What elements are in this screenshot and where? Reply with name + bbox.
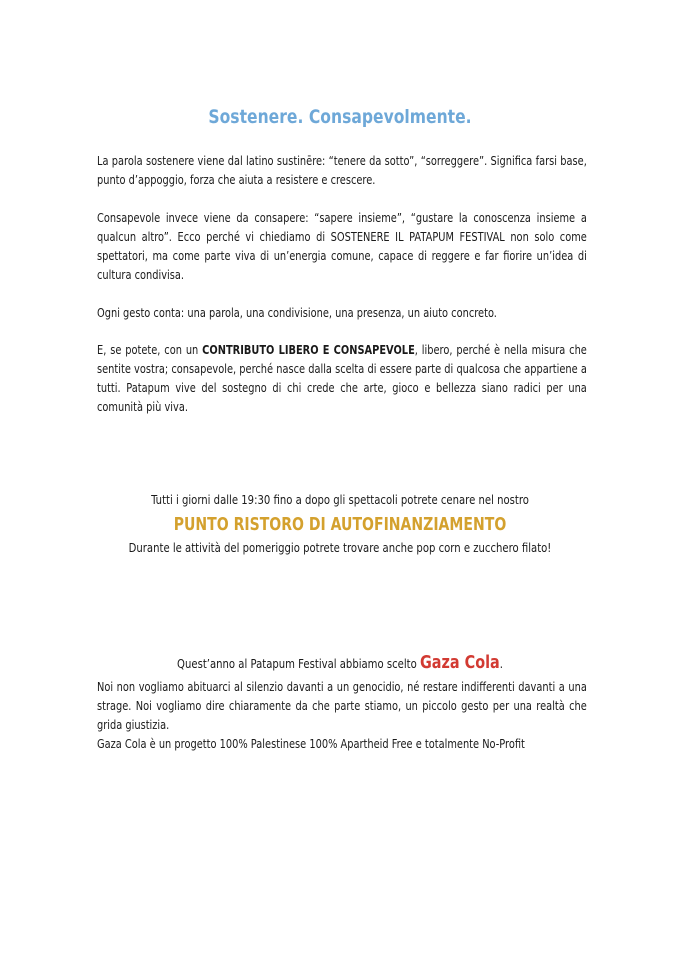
gaza-statement: Noi non vogliamo abituarci al silenzio davanti a un genocidio, né restare indifferenti davanti a una strage. Noi vogliamo dire chiaramente da che parte stiamo, un piccolo gesto per una realtà che grida giustizia. (97, 679, 587, 732)
page-title: Sostenere. Consapevolmente. (208, 106, 472, 128)
ristoro-intro: Tutti i giorni dalle 19:30 fino a dopo gli spettacoli potrete cenare nel nostro (151, 492, 529, 507)
paragraph-contributo (97, 340, 587, 416)
contributo-text-after: , libero, perché è nella misura che sentite vostra; consapevole, perché nasce dalla scelta di essere parte di qualcosa che appartiene a tutti. Patapum vive del sostegno di chi crede che arte, gioco e bellezza siano radici per una comunità più viva. (97, 342, 587, 414)
gaza-intro-end: . (499, 656, 503, 671)
contributo-emphasis: CONTRIBUTO LIBERO E CONSAPEVOLE (202, 342, 415, 357)
gaza-cola-name: Gaza Cola (419, 652, 500, 673)
gaza-description (97, 677, 587, 753)
gaza-intro-text: Quest’anno al Patapum Festival abbiamo scelto (177, 656, 420, 671)
gaza-intro (68, 652, 612, 673)
gaza-project-info: Gaza Cola è un progetto 100% Palestinese 100% Apartheid Free e totalmente No-Profit (97, 736, 525, 751)
paragraph-ogni-gesto: Ogni gesto conta: una parola, una condivisione, una presenza, un aiuto concreto. (97, 305, 497, 320)
paragraph-sostenere: La parola sostenere viene dal latino sustinēre: “tenere da sotto”, “sorreggere”. Significa farsi base, punto d’appoggio, forza che aiuta a resistere e crescere. (97, 153, 587, 187)
paragraph-consapevole: Consapevole invece viene da consapere: “sapere insieme”, “gustare la conoscenza insieme a qualcun altro”. Ecco perché vi chiediamo di SOSTENERE IL PATAPUM FESTIVAL non solo come spettatori, ma come parte viva di un’energia comune, capace di reggere e far fiorire un’idea di cultura condivisa. (97, 210, 587, 282)
contributo-text-before: E, se potete, con un (97, 342, 203, 357)
ristoro-title: PUNTO RISTORO DI AUTOFINANZIAMENTO (173, 514, 507, 535)
ristoro-subtitle: Durante le attività del pomeriggio potrete trovare anche pop corn e zucchero filato! (128, 540, 552, 555)
